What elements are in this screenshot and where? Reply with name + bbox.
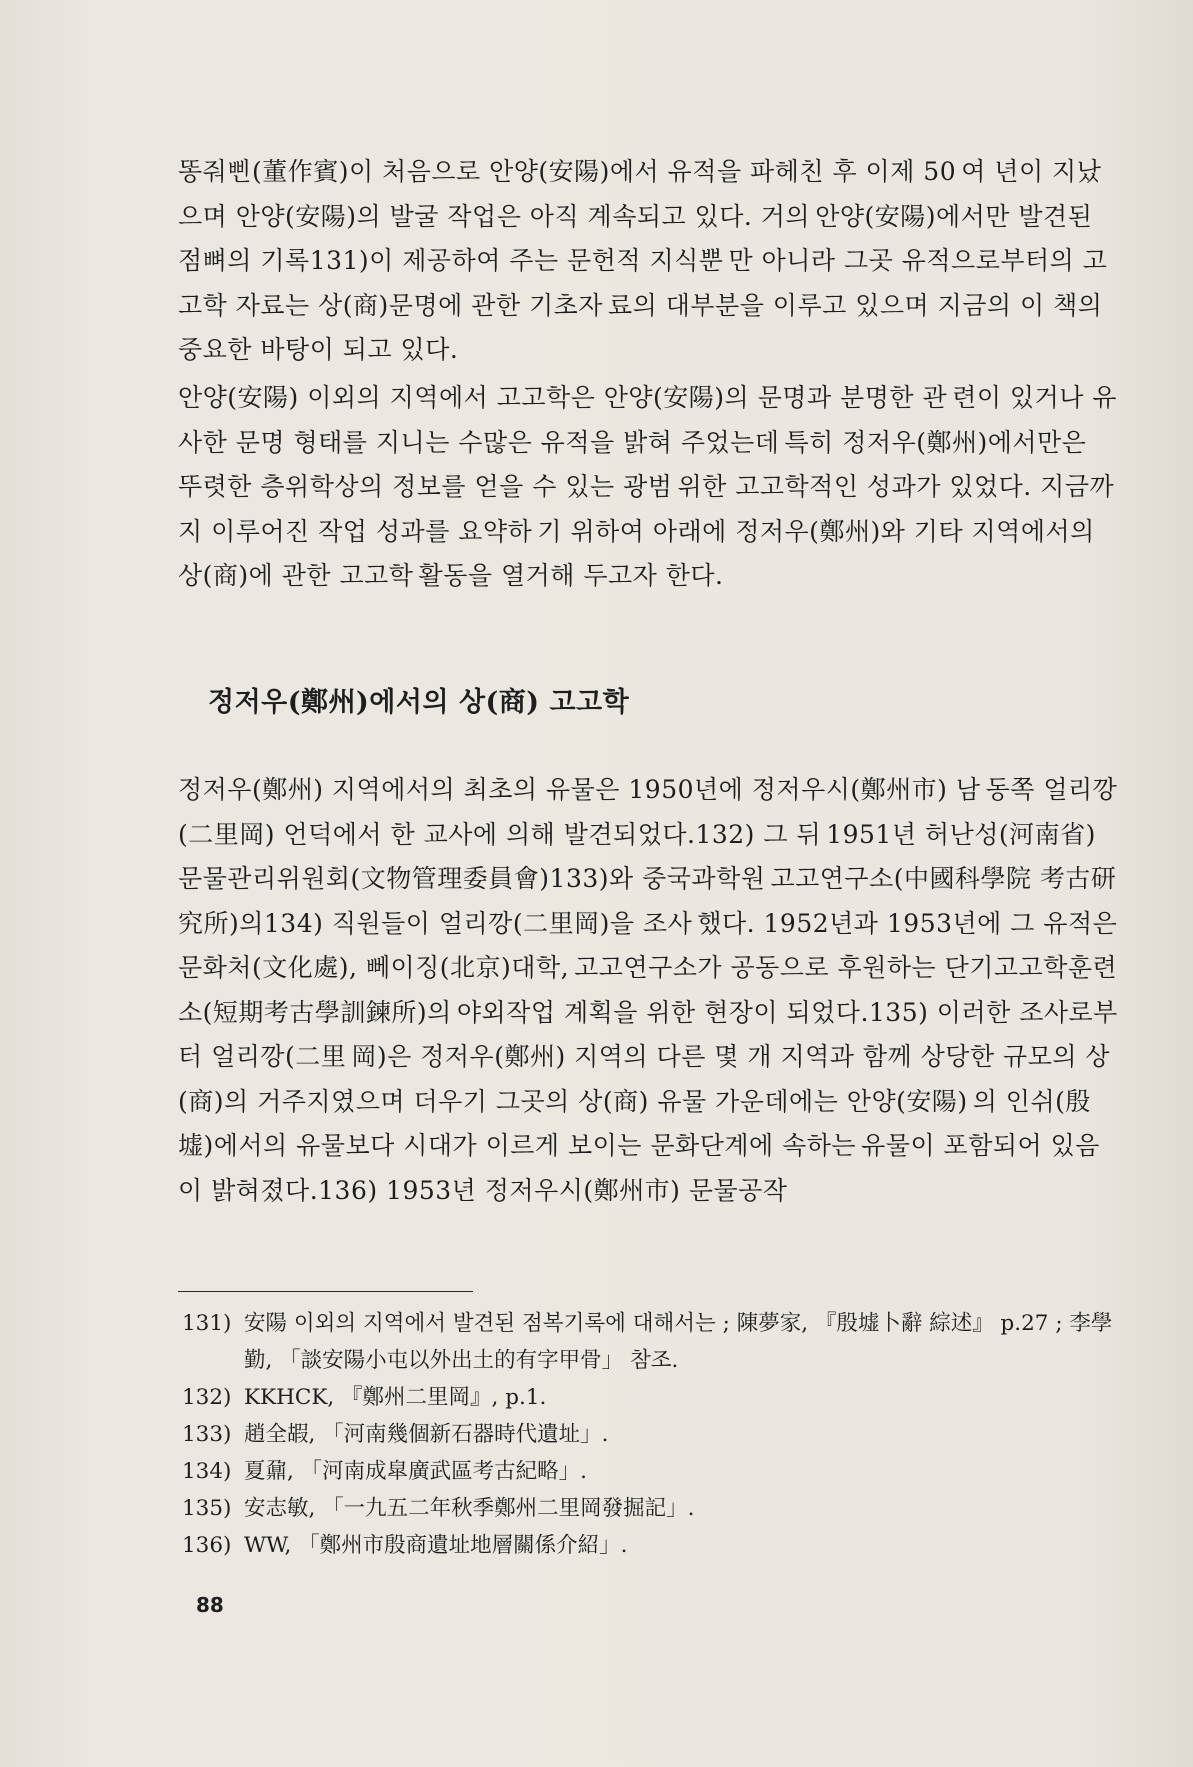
text-line: (商)의 거주지였으며 더우기 그곳의 상(商) 유물 가운데에는 안양(安陽): [178, 1086, 968, 1116]
text-line: 기 위하여 아래에 정저우(鄭州)와 기타 지역에서의 상(商)에 관한 고고학: [178, 516, 1095, 590]
text-line: 위한 고고학적인 성과가 있었다. 지금까지 이루어진 작업 성과를 요약하: [178, 472, 1115, 546]
footnote-number: 136): [182, 1533, 232, 1558]
text-line: 의 인쉬(殷墟)에서의 유물보다 시대가 이르게 보이는 문화단계에 속하는: [178, 1086, 1091, 1160]
text-line: 특히 정저우(鄭州)에서만은 뚜렷한 층위학상의 정보를 얻을 수 있는 광범: [178, 427, 1087, 501]
text-line: 활동을 열거해 두고자 한다.: [418, 561, 724, 590]
footnote: [182, 1379, 1117, 1416]
footnote: [182, 1416, 1117, 1453]
footnote-divider: [178, 1291, 473, 1292]
section-heading: 정저우(鄭州)에서의 상(商) 고고학: [208, 687, 630, 718]
footnote-text: 安陽 이외의 지역에서 발견된 점복기록에 대해서는 ; 陳夢家, 『殷墟卜辭 綜述』 p.27 ; 李學勤, 「談安陽小屯以外出土的有字甲骨」 참조.: [244, 1311, 1113, 1373]
text-line: 만 아니라 그곳 유적으로부터의 고고학 자료는 상(商)문명에 관한 기초자: [178, 246, 1108, 320]
footnote: [182, 1305, 1117, 1379]
text-line: 련이 있거나 유사한 문명 형태를 지니는 수많은 유적을 밝혀 주었는데: [178, 383, 1117, 457]
page-number: 88: [196, 1593, 224, 1617]
text-line: 1951년 허난성(河南省) 문물관리위원회(文物管理委員會)133)와 중국과학원: [178, 819, 1096, 893]
footnote-number: 134): [182, 1459, 232, 1484]
footnote-text: 夏鼐, 「河南成皐廣武區考古紀略」.: [244, 1459, 588, 1484]
text-line: 고고연구소가 공동으로 후원하는 단기고고학훈련소(短期考古學訓鍊所)의: [178, 953, 1118, 1027]
footnote-number: 131): [182, 1311, 232, 1336]
paragraph-3: [178, 768, 1118, 1213]
text-line: 료의 대부분을 이루고 있으며 지금의 이 책의 중요한 바탕이 되고 있다.: [178, 290, 1103, 364]
text-line: 岡)은 정저우(鄭州) 지역의 다른 몇 개 지역과 함께 상당한 규모의 상: [351, 1042, 1111, 1071]
text-line: 안양(安陽) 이외의 지역에서 고고학은 안양(安陽)의 문명과 분명한 관: [178, 383, 948, 412]
footnote-number: 133): [182, 1422, 232, 1447]
text-line: 했다. 1952년과 1953년에 그 유적은 문화처(文化處), 뻬이징(北京)대학,: [178, 908, 1118, 982]
footnote: [182, 1490, 1117, 1527]
footnote: [182, 1453, 1117, 1490]
footnote-number: 132): [182, 1385, 232, 1410]
text-line: 똥줘삔(董作賓)이 처음으로 안양(安陽)에서 유적을 파헤친 후 이제 50: [178, 157, 957, 186]
book-page: [178, 150, 1118, 1617]
footnote: [182, 1527, 1117, 1564]
text-line: 고고연구소(中國科學院 考古研究所)의134) 직원들이 얼리깡(二里岡)을 조사: [178, 864, 1117, 938]
footnote-text: WW, 「鄭州市殷商遺址地層關係介紹」.: [244, 1533, 628, 1558]
footnotes: [182, 1305, 1117, 1564]
text-line: 유물이 포함되어 있음이 밝혀졌다.136) 1953년 정저우시(鄭州市) 문물공작: [178, 1131, 1100, 1205]
footnote-text: 趙全嘏, 「河南幾個新石器時代遺址」.: [244, 1422, 609, 1447]
paragraph-1: [178, 150, 1118, 373]
text-line: 동쪽 얼리깡(二里岡) 언덕에서 한 교사에 의해 발견되었다.132) 그 뒤: [178, 775, 1118, 849]
text-line: 야외작업 계획을 위한 현장이 되었다.135) 이러한 조사로부터 얼리깡(二里: [178, 997, 1118, 1071]
footnote-text: KKHCK, 『鄭州二里岡』, p.1.: [244, 1385, 547, 1410]
text-line: 안양(安陽)에서만 발견된 점뼈의 기록131)이 제공하여 주는 문헌적 지식뿐: [178, 201, 1093, 275]
footnote-text: 安志敏, 「一九五二年秋季鄭州二里岡發掘記」.: [244, 1496, 695, 1521]
paragraph-2: [178, 376, 1118, 599]
text-line: 여 년이 지났으며 안양(安陽)의 발굴 작업은 아직 계속되고 있다. 거의: [178, 157, 1102, 231]
text-line: 정저우(鄭州) 지역에서의 최초의 유물은 1950년에 정저우시(鄭州市) 남: [178, 775, 981, 804]
footnote-number: 135): [182, 1496, 232, 1521]
